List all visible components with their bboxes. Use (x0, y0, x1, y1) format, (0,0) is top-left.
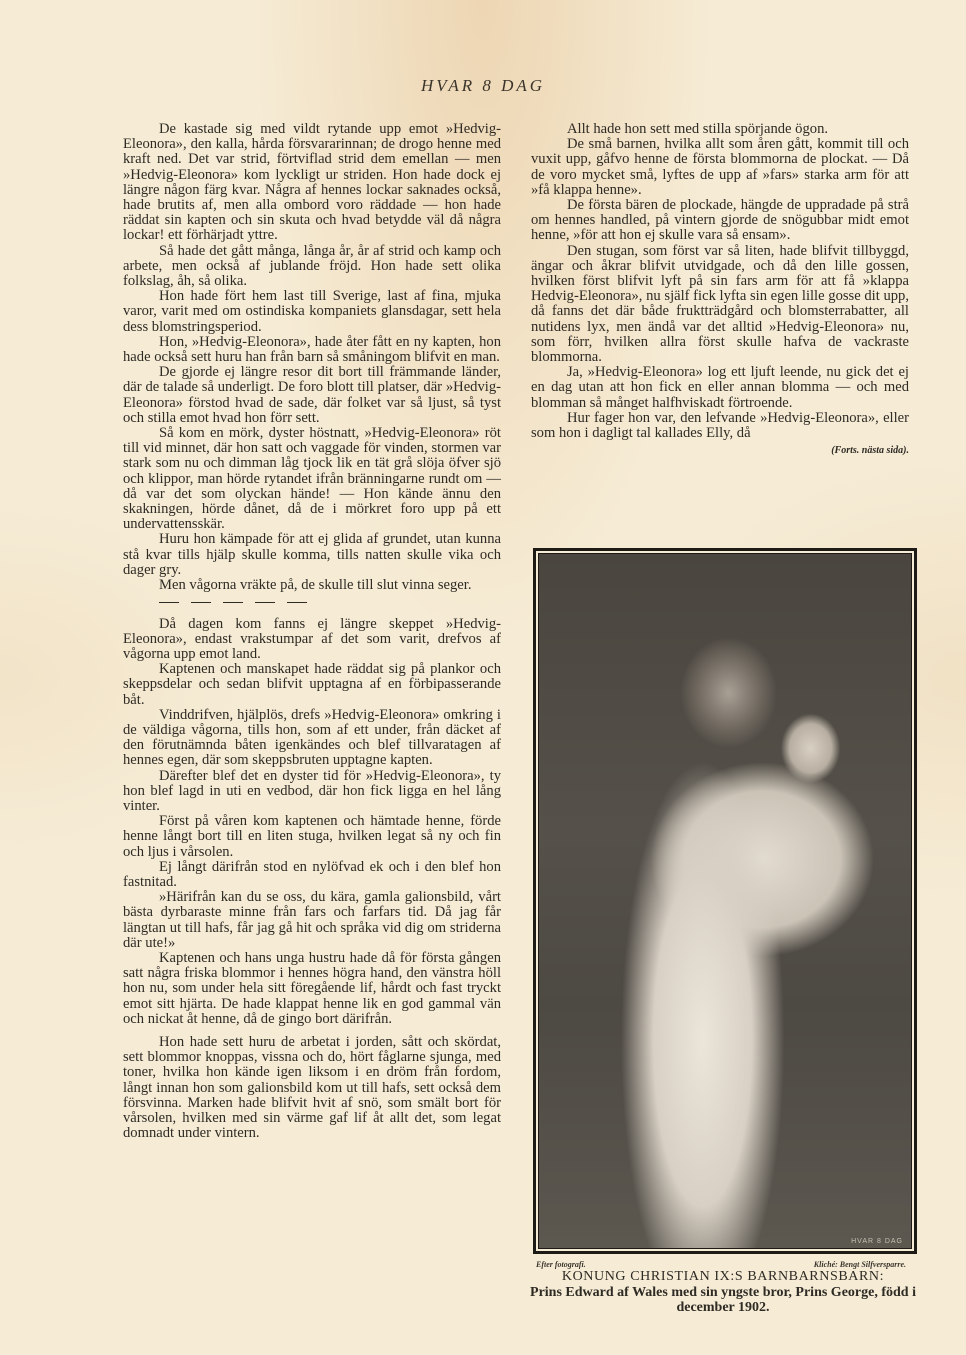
page-header: HVAR 8 DAG (420, 76, 546, 95)
paragraph: Hon, »Hedvig-Eleonora», hade åter fått en ny kapten, hon hade också sett huru han från barn så småningom blifvit en man. (123, 333, 501, 366)
photo-credit-source: Efter fotografi. (536, 1260, 586, 1269)
paragraph: De gjorde ej längre resor dit bort till främmande länder, där de talade så underligt. De foro blott till platser, där »Hedvig-Eleonora» förstod hvad de sade, där folket var så ljust, så tyst och stilla emot hvad hon förr sett. (123, 364, 501, 426)
paragraph: De första bären de plockade, hängde de uppradade på strå om hennes handled, på vintern gjorde de snögubbar midt emot henne, »för att hon ej skulle vara så ensam». (531, 197, 909, 244)
paragraph: Så hade det gått många, långa år, år af strid och kamp och arbete, men också af jublande fröjd. Hon hade sett olika folkslag, åh, så olika. (123, 242, 501, 290)
section-separator (123, 595, 501, 610)
photo-credit-engraver: Kliché: Bengt Silfversparre. (813, 1260, 906, 1269)
paragraph: Den stugan, som först var så liten, hade blifvit tillbyggd, ängar och åkrar blifvit utvidgade, och då den lille gossen, hvilken först blifvit lyft på sin fars arm för att få »klappa Hedvig-Eleonora», nu själf fick lyfta sin egen lille gosse dit upp, då fanns det där både fruktträdgård och blomsterrabatter, all nutidens lyx, men ändå var det alltid »Hedvig-Eleonora» nu, som förr, hvilken allra först skulle hafva de vackraste blommorna. (531, 242, 909, 366)
paragraph: De kastade sig med vildt rytande upp emot »Hedvig-Eleonora», den kalla, hårda försvararinnan; de drogo henne med kraft ned. Det var strid, förtviflad strid dem emellan — men »Hedvig-Eleonora» kom lyckligt ur striden. Hon hade dock ej längre någon färg kvar. Några af hennes lockar saknades också, hade brutits af, men alla ombord voro räddade — hon hade räddat sin kapten och sin skuta och hvad betydde väl då några lockar! ett förhärjadt yttre. (123, 121, 501, 244)
paragraph: Vinddrifven, hjälplös, drefs »Hedvig-Eleonora» omkring i de väldiga vågorna, tills hon, som af ett under, från däcket af den förutnämnda båten igenkändes och blef tillvaratagen af hennes egen, där som skeppsbruten upptagne kapten. (123, 706, 501, 769)
paragraph: Ja, »Hedvig-Eleonora» log ett ljuft leende, nu gick det ej en dag utan att hon fick en eller annan blomma — och med blomman så månget halfhviskadt förtroende. (531, 364, 909, 411)
paragraph: Därefter blef det en dyster tid för »Hedvig-Eleonora», ty hon blef lagd in uti en vedbod, där hon fick ligga en hel lång vinter. (123, 767, 501, 814)
paragraph: De små barnen, hvilka allt som åren gått, kommit till och vuxit upp, gåfvo henne de första blommorna de plockat. — Då de voro mycket små, lyftes de upp af »fars» starka arm för att »få klappa henne». (531, 136, 909, 198)
continued-note: (Forts. nästa sida). (831, 445, 909, 457)
photograph (538, 553, 912, 1249)
photo-credits (536, 1260, 906, 1269)
paragraph: Kaptenen och manskapet hade räddat sig på plankor och skeppsdelar och sedan blifvit upptagna af en förbipasserande båt. (123, 661, 501, 708)
article-column-left (123, 122, 501, 1141)
figure-caption (525, 1269, 921, 1316)
paragraph: »Härifrån kan du se oss, du kära, gamla galionsbild, vårt bästa dyrbaraste minne från fars och farfars tid. Då jag får längtan ut till hafs, får jag gå hit och språka vid dig om striderna där ute!» (123, 889, 501, 951)
paragraph: Allt hade hon sett med stilla spörjande ögon. (567, 121, 829, 137)
paragraph: Hon hade fört hem last till Sverige, last af fina, mjuka varor, varit med om ostindiska kompaniets glansdagar, sett hela dess blomstringsperiod. (123, 288, 501, 335)
paragraph: Då dagen kom fanns ej längre skeppet »Hedvig-Eleonora», endast vrakstumpar af det som varit, drefvos af vågorna upp emot land. (123, 615, 501, 662)
paragraph: Först på våren kom kaptenen och hämtade henne, förde henne långt bort till en liten stuga, hvilken legat så ny och fin och ljus i vårsolen. (123, 813, 501, 860)
paragraph: Ej långt därifrån stod en nylöfvad ek och i den blef hon fastnitad. (123, 858, 501, 890)
paragraph: Kaptenen och hans unga hustru hade då för första gången satt några friska blommor i hennes högra hand, den vänstra höll hon nu, som under hela sitt föregående lif, hårdt och fast tryckt emot sitt hjärta. De hade klappat henne lik en god gammal vän och nickat åt henne, då de gingo bort därifrån. (123, 949, 501, 1027)
paragraph: Så kom en mörk, dyster höstnatt, »Hedvig-Eleonora» röt till vid minnet, där hon satt och vaggade för vinden, stormen var stark som nu och dimman låg tjock lik en tät grå slöja öfver sjö och klippor, man hörde rytandet ifrån bränningarne rundt om — då var det som olyckan hände! — Hon kände ännu den skakningen, hörde dånet, då de i mörkret foro upp på ett undervattensskär. (123, 425, 501, 533)
paragraph: Huru hon kämpade för att ej glida af grundet, utan kunna stå kvar tills hjälp skulle komma, tills natten skulle vika och dager gry. (123, 531, 501, 578)
photo-signature: HVAR 8 DAG (851, 1238, 903, 1245)
paragraph: Men vågorna vräkte på, de skulle till slut vinna seger. (159, 577, 472, 594)
caption-title: KONUNG CHRISTIAN IX:S BARNBARNSBARN: (561, 1269, 885, 1284)
paragraph: Hon hade sett huru de arbetat i jorden, sått och skördat, sett blommor knoppas, vissna och do, hört fåglarne sjunga, med toner, hvilka hon kände igen liksom i en dröm från fordom, långt innan hon som galionsbild kom ut till hafs, sett också dem försvinna. Marken hade blifvit hvit af snö, som smält bort för vårsolen, hvilken med sin värme gaf lif åt allt det, som legat domnadt under vintern. (123, 1033, 501, 1142)
caption-body: Prins Edward af Wales med sin yngste bror, Prins George, född i december 1902. (530, 1284, 916, 1315)
article-column-right (531, 122, 909, 458)
paragraph: Hur fager hon var, den lefvande »Hedvig-Eleonora», eller som hon i dagligt tal kallades Elly, då (531, 409, 909, 442)
photo-frame (533, 548, 917, 1254)
